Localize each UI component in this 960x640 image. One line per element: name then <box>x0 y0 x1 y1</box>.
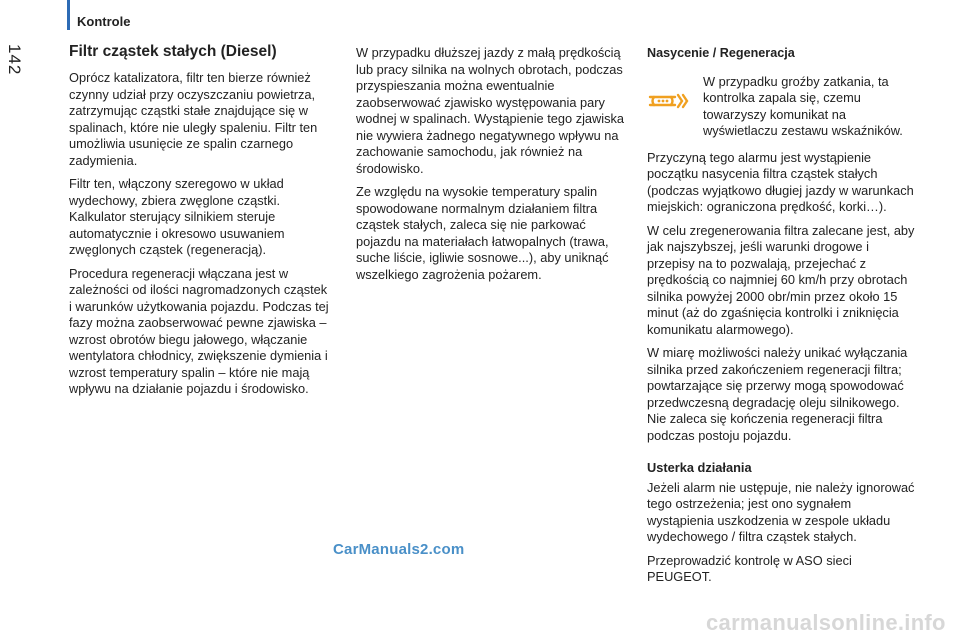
saturation-heading: Nasycenie / Regeneracja <box>647 46 795 60</box>
particle-filter-warning-icon <box>647 74 703 117</box>
column-1 <box>69 70 331 405</box>
page-number: 142 <box>5 44 24 76</box>
fault-section <box>647 460 917 586</box>
paragraph: Jeżeli alarm nie ustępuje, nie należy ignorować tego ostrzeżenia; jest ono sygnałem wystąpienia uszkodzenia w zespole układu wydechowego / filtra cząstek stałych. <box>647 479 915 544</box>
paragraph: Przeprowadzić kontrolę w ASO sieci PEUGEOT. <box>647 552 852 584</box>
carmanualsonline-watermark: carmanualsonline.info <box>706 610 946 635</box>
paragraph: Oprócz katalizatora, filtr ten bierze również czynny udział przy oczyszczaniu powietrza, zatrzymując cząstki stałe znajdujące się w spalinach, które nie uległy spaleniu. Filtr ten umożliwia usunięcie ze spalin czarnego zadymienia. <box>69 70 318 168</box>
paragraph: Procedura regeneracji włączana jest w zależności od ilości nagromadzonych cząstek i warunków użytkowania pojazdu. Podczas tej fazy można zaobserwować pewne zjawiska – wzrost obrotów biegu jałowego, włączanie wentylatora chłodnicy, zwiększenie dymienia i wzrost temperatury spalin – które nie mają wpływu na działanie pojazdu i środowisko. <box>69 265 329 396</box>
warning-light-description: W przypadku groźby zatkania, ta kontrolka zapala się, czemu towarzyszy komunikat na wyświetlaczu zestawu wskaźników. <box>703 73 903 138</box>
paragraph: Przyczyną tego alarmu jest wystąpienie początku nasycenia filtra cząstek stałych (podczas wyjątkowo długiej jazdy w warunkach miejskich: ograniczona prędkość, korki…). <box>647 149 914 214</box>
paragraph: W celu zregenerowania filtra zalecane jest, aby jak najszybszej, jeśli warunki drogowe i przepisy na to pozwalają, przejechać z prędkością co najmniej 60 km/h przy obrotach silnika powyżej 2000 obr/min przez około 15 minut (aż do zgaśnięcia kontrolki i zniknięcia komunikatu alarmowego). <box>647 222 915 337</box>
paragraph: Filtr ten, włączony szeregowo w układ wydechowy, zbiera zwęglone cząstki. Kalkulator sterujący silnikiem steruje automatycznie i okresowo usuwaniem zwęglonych cząstek (regeneracją). <box>69 176 285 257</box>
paragraph: Ze względu na wysokie temperatury spalin spowodowane normalnym działaniem filtra cząstek stałych, zaleca się nie parkować pojazdu na materiałach łatwopalnych (trawa, suche liście, igliwie sosnowe...), aby uniknąć wszelkiego zagrożenia pożarem. <box>356 184 609 282</box>
article-title: Filtr cząstek stałych (Diesel) <box>69 43 277 60</box>
section-title: Kontrole <box>77 14 131 29</box>
column-3 <box>647 45 917 593</box>
paragraph: W miarę możliwości należy unikać wyłączania silnika przed zakończeniem regeneracji filtra; powtarzające się przerwy mogą spowodować przedwczesną degradację oleju silnikowego. Nie zaleca się kończenia regeneracji filtra podczas postoju pojazdu. <box>647 345 908 443</box>
fault-heading: Usterka działania <box>647 460 752 475</box>
carmanuals2-watermark-link[interactable]: CarManuals2.com <box>333 541 465 558</box>
column-2 <box>356 45 631 290</box>
paragraph: W przypadku dłuższej jazdy z małą prędkością lub pracy silnika na wolnych obrotach, podczas przyspieszania można ewentualnie zaobserwować zjawisko występowania pary wodnej w spalinach. Wystąpienie tego zjawiska nie wywiera żadnego negatywnego wpływu na zachowanie samochodu, jak również na środowisko. <box>356 45 625 176</box>
section-accent-bar <box>67 0 70 30</box>
warning-light-block <box>647 74 917 140</box>
